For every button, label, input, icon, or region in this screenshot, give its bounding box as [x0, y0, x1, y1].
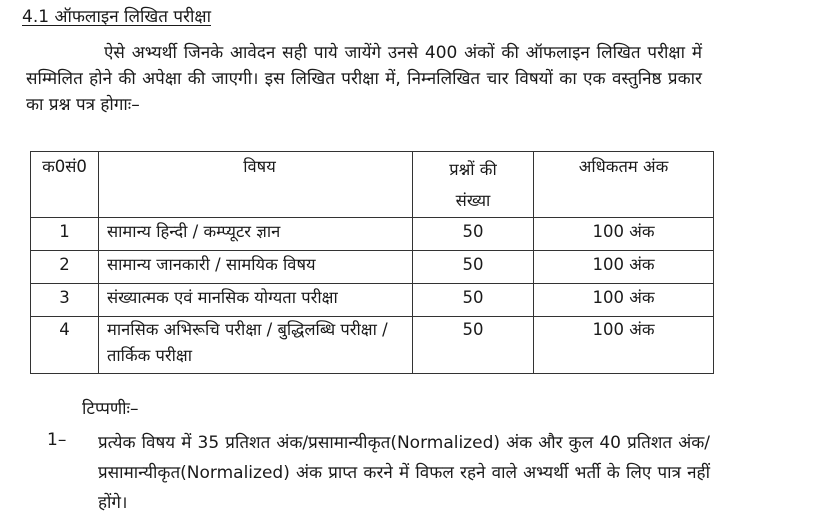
exam-subjects-table: [30, 151, 714, 374]
table-header-row: [31, 152, 714, 218]
cell-questions: 50: [413, 251, 534, 284]
header-serial: क0सं0: [31, 152, 99, 218]
cell-serial: 2: [31, 251, 99, 284]
cell-subject: संख्यात्मक एवं मानसिक योग्यता परीक्षा: [99, 284, 413, 317]
notes-title: टिप्पणीः–: [82, 399, 139, 419]
header-subject: विषय: [99, 152, 413, 218]
cell-serial: 4: [31, 317, 99, 374]
table-row: [31, 317, 714, 374]
cell-serial: 1: [31, 218, 99, 251]
header-questions: [413, 152, 534, 218]
cell-questions: 50: [413, 218, 534, 251]
note-text: प्रत्येक विषय में 35 प्रतिशत अंक/प्रसामान्यीकृत(Normalized) अंक और कुल 40 प्रतिशत अंक/प्रसामान्यीकृत(Normalized) अंक प्राप्त करने में विफल रहने वाले अभ्यर्थी भर्ती के लिए पात्र नहीं होंगे।: [98, 433, 710, 513]
cell-subject: मानसिक अभिरूचि परीक्षा / बुद्धिलब्धि परीक्षा / तार्किक परीक्षा: [99, 317, 413, 374]
cell-subject: सामान्य हिन्दी / कम्प्यूटर ज्ञान: [99, 218, 413, 251]
header-max-marks: अधिकतम अंक: [534, 152, 714, 218]
cell-marks: 100 अंक: [534, 284, 714, 317]
cell-questions: 50: [413, 284, 534, 317]
cell-serial: 3: [31, 284, 99, 317]
intro-paragraph: [26, 40, 702, 118]
cell-subject: सामान्य जानकारी / सामयिक विषय: [99, 251, 413, 284]
intro-text: ऐसे अभ्यर्थी जिनके आवेदन सही पाये जायेंगे उनसे 400 अंकों की ऑफलाइन लिखित परीक्षा में सम्मिलित होने की अपेक्षा की जाएगी। इस लिखित परीक्षा में, निम्नलिखित चार विषयों का एक वस्तुनिष्ठ प्रकार का प्रश्न पत्र होगाः–: [26, 43, 702, 115]
header-questions-line2: संख्या: [455, 191, 491, 210]
note-number: 1–: [47, 430, 67, 450]
section-heading: 4.1 ऑफलाइन लिखित परीक्षा: [22, 7, 211, 27]
cell-marks: 100 अंक: [534, 251, 714, 284]
header-questions-line1: प्रश्नों की: [449, 160, 497, 179]
cell-marks: 100 अंक: [534, 317, 714, 374]
cell-questions: 50: [413, 317, 534, 374]
table-row: [31, 218, 714, 251]
table-row: [31, 284, 714, 317]
table-row: [31, 251, 714, 284]
cell-marks: 100 अंक: [534, 218, 714, 251]
